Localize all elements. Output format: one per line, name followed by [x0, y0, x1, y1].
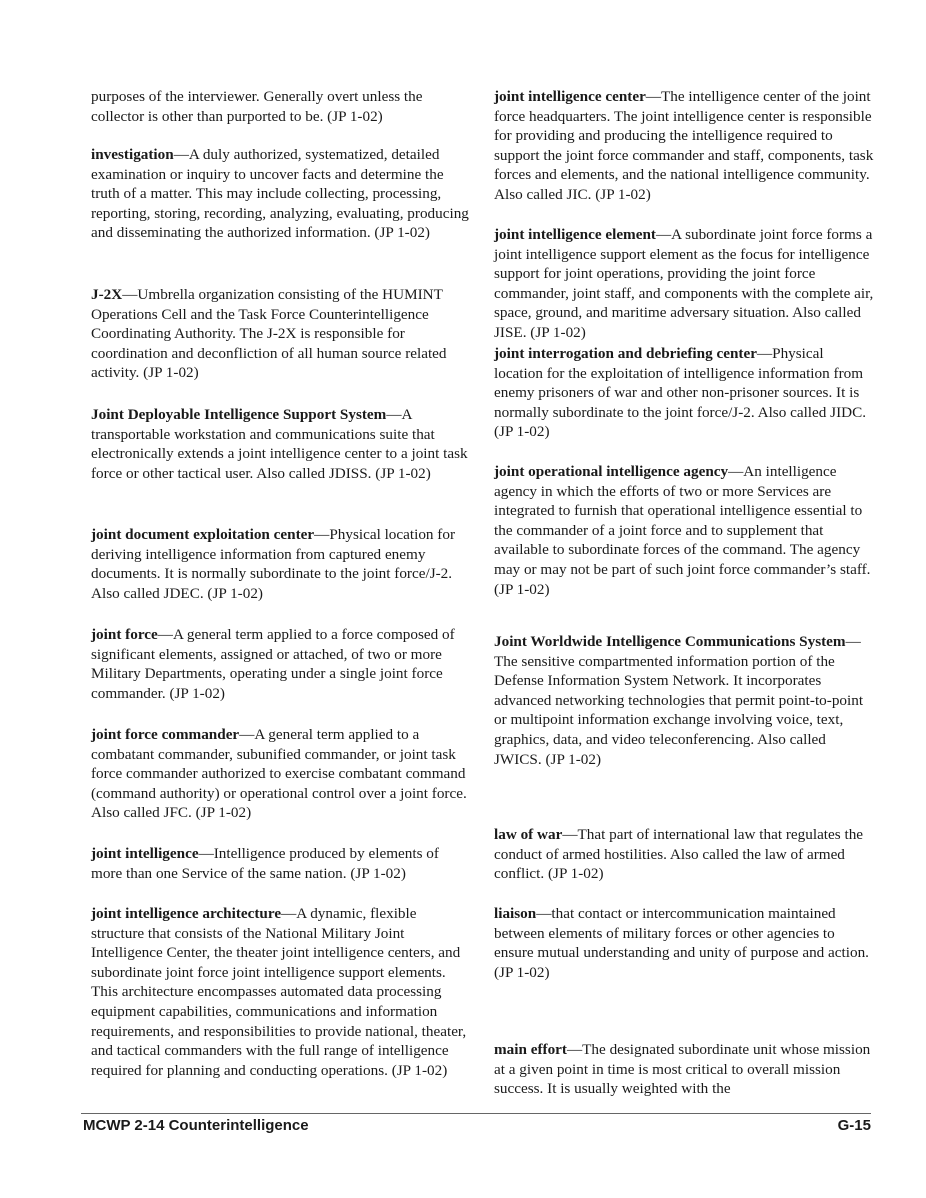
glossary-entry-jic [494, 87, 874, 205]
entry-definition: —A subordinate joint force forms a joint intelligence support element as the focus for intelligence support for joint operations, providing the joint force commander, joint staff, and components with the complete air, space, ground, and maritime adversary situation. Also called JISE. (JP 1-02) [494, 226, 874, 341]
glossary-entry-j-2x [91, 285, 473, 383]
entry-definition: —Physical location for the exploitation of intelligence information from enemy prisoners of war and other non-prisoner sources. It is normally subordinate to the joint force/J-2. Also called JIDC. (JP 1-02) [494, 345, 867, 441]
entry-term: Joint Worldwide Intelligence Communications System [494, 633, 846, 650]
glossary-entry-joint-force [91, 625, 473, 703]
entry-term: joint interrogation and debriefing center [494, 345, 757, 362]
entry-term: law of war [494, 826, 563, 843]
entry-definition: —Umbrella organization consisting of the HUMINT Operations Cell and the Task Force Counterintelligence Coordinating Authority. The J-2X is responsible for coordination and deconfliction of all human source related activity. (JP 1-02) [91, 286, 447, 382]
entry-definition: —That part of international law that regulates the conduct of armed hostilities. Also called the law of armed conflict. (JP 1-02) [494, 826, 864, 883]
entry-term: joint document exploitation center [91, 526, 315, 543]
entry-definition: —A dynamic, flexible structure that consists of the National Military Joint Intelligence Center, the theater joint intelligence centers, and subordinate joint force joint intelligence support elements. This architecture encompasses automated data processing equipment capabilities, communications and information requirements, and responsibilities to provide national, theater, and tactical commanders with the full range of intelligence required for planning and conducting operations. (JP 1-02) [91, 905, 467, 1079]
glossary-entry-jidc [494, 344, 874, 442]
entry-definition: —A general term applied to a combatant commander, subunified commander, or joint task force commander authorized to exercise combatant command (command authority) or operational control over a joint force. Also called JFC. (JP 1-02) [91, 726, 467, 822]
entry-definition: —The intelligence center of the joint force headquarters. The joint intelligence center is responsible for providing and producing the intelligence required to support the joint force commander and staff, components, task forces and elements, and the national intelligence community. Also called JIC. (JP 1-02) [494, 88, 874, 203]
glossary-entry-joint-intelligence [91, 844, 473, 883]
entry-definition: —An intelligence agency in which the efforts of two or more Services are integrated to furnish that operational intelligence essential to the commander of a joint force and to supplement that available to subordinate forces of the command. The agency may or may not be part of such joint force commander’s staff. (JP 1-02) [494, 463, 871, 598]
glossary-entry-jwics [494, 632, 874, 769]
glossary-entry-investigation [91, 145, 473, 243]
entry-definition: —that contact or intercommunication maintained between elements of military forces or other agencies to ensure mutual understanding and unity of purpose and action. (JP 1-02) [494, 905, 869, 981]
entry-term: liaison [494, 905, 537, 922]
glossary-entry-jise [494, 225, 874, 343]
glossary-entry-jdec [91, 525, 473, 603]
entry-term: J-2X [91, 286, 123, 303]
glossary-entry-liaison [494, 904, 874, 982]
entry-term: joint intelligence center [494, 88, 646, 105]
entry-definition: —A general term applied to a force composed of significant elements, assigned or attached, of two or more Military Departments, operating under a single joint force commander. (JP 1-02) [91, 626, 455, 702]
entry-definition: —The sensitive compartmented information portion of the Defense Information System Network. It incorporates advanced networking technologies that permit point-to-point or multipoint information exchange involving voice, text, graphics, data, and video teleconferencing. Also called JWICS. (JP 1-02) [494, 633, 864, 768]
entry-definition: —Intelligence produced by elements of more than one Service of the same nation. (JP 1-02) [91, 845, 439, 882]
glossary-entry-joint-intelligence-architecture [91, 904, 473, 1080]
entry-definition: purposes of the interviewer. Generally overt unless the collector is other than purported to be. (JP 1-02) [91, 88, 423, 125]
glossary-entry-jdiss [91, 405, 473, 483]
entry-definition: —A duly authorized, systematized, detailed examination or inquiry to uncover facts and determine the truth of a matter. This may include collecting, processing, reporting, storing, recording, analyzing, evaluating, producing and disseminating the authorized information. (JP 1-02) [91, 146, 469, 242]
footer-publication-title: MCWP 2-14 Counterintelligence [83, 1117, 309, 1134]
entry-definition: —The designated subordinate unit whose mission at a given point in time is most critical to overall mission success. It is usually weighted with the [494, 1041, 871, 1098]
entry-term: joint force [91, 626, 158, 643]
footer-divider [81, 1113, 871, 1114]
glossary-entry-continued [91, 87, 473, 126]
glossary-entry-joia [494, 462, 874, 599]
glossary-entry-joint-force-commander [91, 725, 473, 823]
entry-term: joint force commander [91, 726, 240, 743]
entry-term: Joint Deployable Intelligence Support System [91, 406, 387, 423]
entry-term: joint intelligence [91, 845, 199, 862]
entry-definition: —Physical location for deriving intelligence information from captured enemy documents. It is normally subordinate to the joint force/J-2. Also called JDEC. (JP 1-02) [91, 526, 456, 602]
entry-term: joint operational intelligence agency [494, 463, 729, 480]
entry-term: joint intelligence element [494, 226, 656, 243]
footer-page-number: G-15 [837, 1117, 871, 1134]
glossary-entry-main-effort [494, 1040, 874, 1099]
entry-term: main effort [494, 1041, 567, 1058]
entry-definition: —A transportable workstation and communications suite that electronically extends a joint intelligence center to a joint task force or other tactical user. Also called JDISS. (JP 1-02) [91, 406, 468, 482]
glossary-entry-law-of-war [494, 825, 874, 884]
entry-term: joint intelligence architecture [91, 905, 282, 922]
entry-term: investigation [91, 146, 174, 163]
